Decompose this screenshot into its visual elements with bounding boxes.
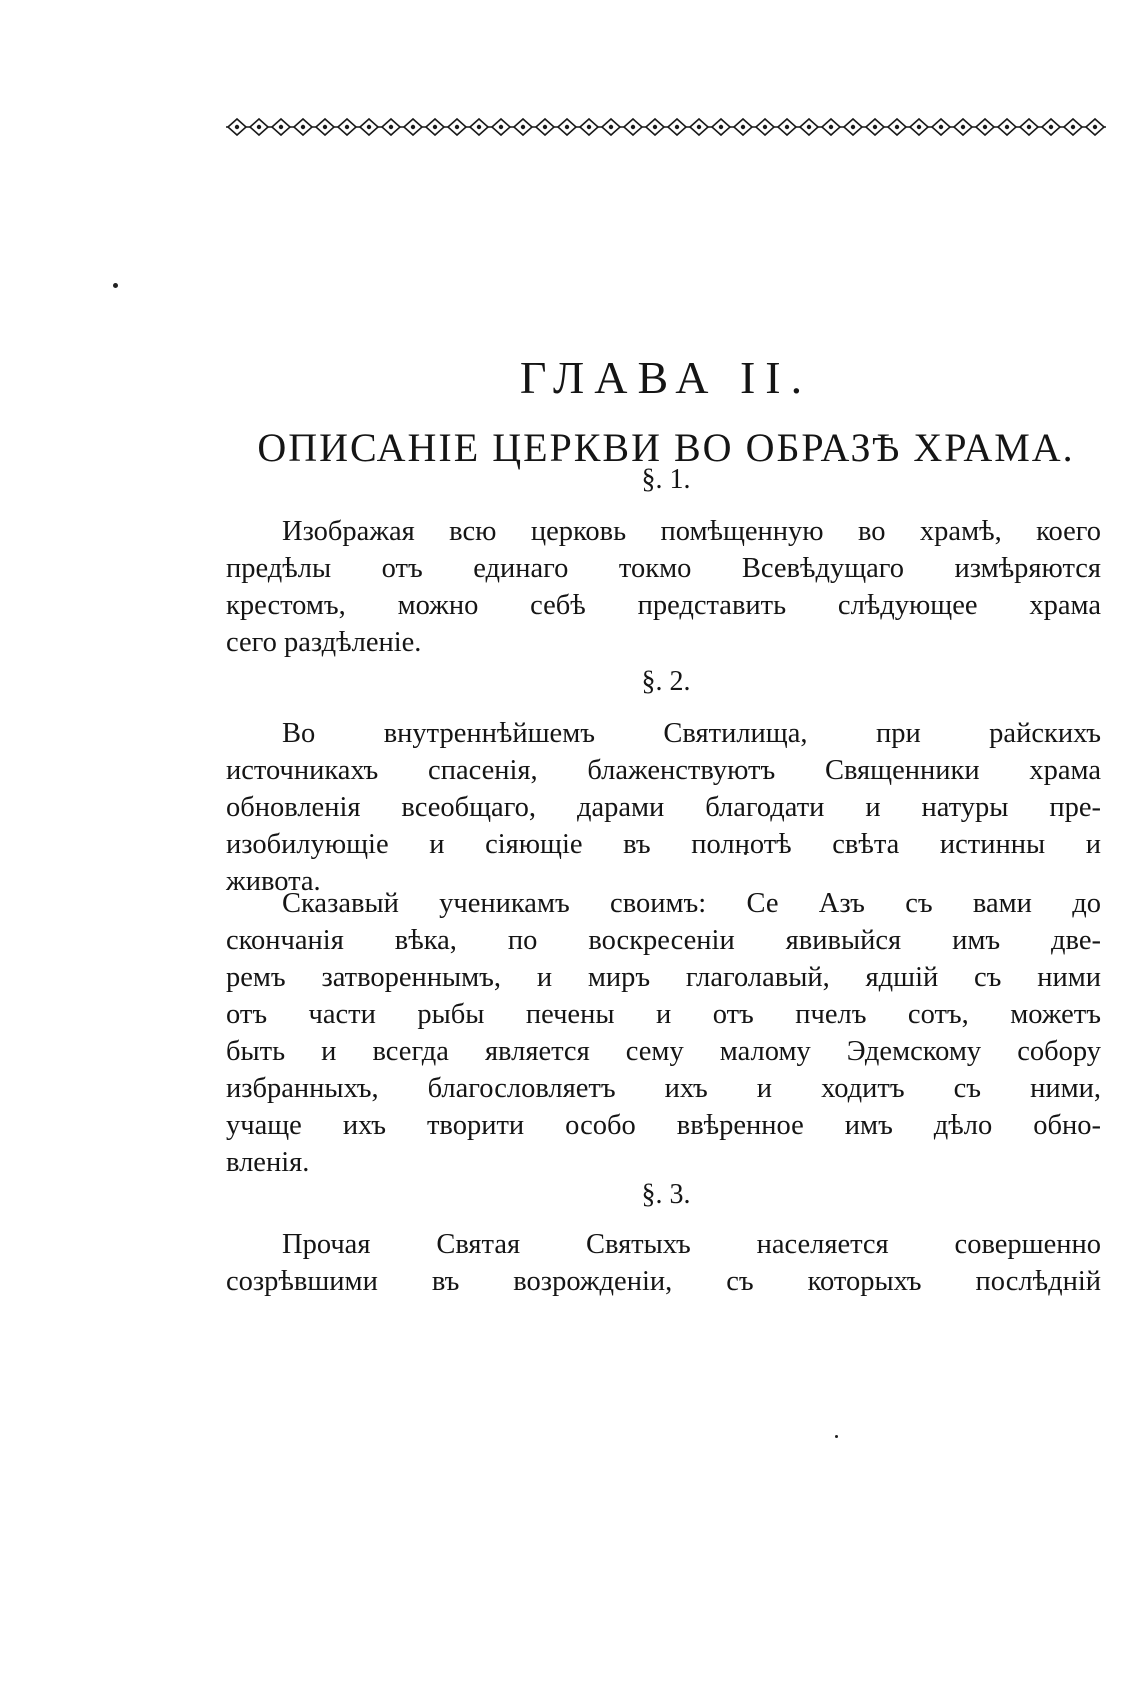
ornament-dot (323, 125, 327, 129)
ornamental-border (226, 116, 1106, 138)
text-line: отъ части рыбы печены и отъ пчелъ сотъ, можетъ (226, 999, 1101, 1030)
ornament-dot (235, 125, 239, 129)
ornament-dot (741, 125, 745, 129)
ornament-dot (895, 125, 899, 129)
text-line: живота. (226, 866, 321, 897)
ornament-dot (367, 125, 371, 129)
text-line: Изображая всю церковь помѣщенную во храмѣ, коего (282, 516, 1101, 547)
ornament-dot (345, 125, 349, 129)
ornament-dot (301, 125, 305, 129)
print-speck (835, 1435, 838, 1438)
ornament-dot (477, 125, 481, 129)
ornament-dot (653, 125, 657, 129)
ornament-dot (785, 125, 789, 129)
ornament-dot (433, 125, 437, 129)
section-mark: §. 3. (641, 1179, 691, 1210)
ornament-dot (917, 125, 921, 129)
ornament-dot (499, 125, 503, 129)
paragraph (226, 1226, 1101, 1300)
text-line: сего раздѣленіе. (226, 627, 422, 658)
ornament-dot (609, 125, 613, 129)
ornament-dot (719, 125, 723, 129)
ornament-dot (411, 125, 415, 129)
ornament-pattern (226, 116, 1106, 138)
text-line: предѣлы отъ единаго токмо Всевѣдущаго измѣряются (226, 553, 1101, 584)
ornament-dot (279, 125, 283, 129)
ornament-dot (1027, 125, 1031, 129)
text-line: Сказавый ученикамъ своимъ: Се Азъ съ вами до (282, 888, 1101, 919)
ornament-dot (1071, 125, 1075, 129)
text-line: избранныхъ, благословляетъ ихъ и ходитъ съ ними, (226, 1073, 1101, 1104)
ornament-dot (807, 125, 811, 129)
ornament-dot (961, 125, 965, 129)
ornament-dot (631, 125, 635, 129)
section-mark: §. 2. (641, 666, 691, 697)
ornament-dot (1005, 125, 1009, 129)
text-line: вленія. (226, 1147, 310, 1178)
ornament-dot (543, 125, 547, 129)
paragraph (226, 885, 1101, 1181)
ornament-dot (873, 125, 877, 129)
ornament-dot (389, 125, 393, 129)
chapter-subtitle: ОПИСАНІЕ ЦЕРКВИ ВО ОБРАЗѢ ХРАМА. (257, 425, 1075, 470)
text-line: крестомъ, можно себѣ представить слѣдующее храма (226, 590, 1101, 621)
text-line: обновленія всеобщаго, дарами благодати и натуры пре- (226, 792, 1101, 823)
ornament-dot (939, 125, 943, 129)
ornament-dot (675, 125, 679, 129)
chapter-title: ГЛАВА II. (519, 352, 813, 403)
paragraph (226, 715, 1101, 900)
ornament-dot (565, 125, 569, 129)
text-line: изобилующіе и сіяющіе въ полнотѣ свѣта истинны и (226, 829, 1101, 860)
ornament-dot (697, 125, 701, 129)
text-line: ремъ затвореннымъ, и миръ глаголавый, ядшій съ ними (226, 962, 1101, 993)
ornament-dot (521, 125, 525, 129)
ornament-dot (257, 125, 261, 129)
ornament-dot (851, 125, 855, 129)
text-line: созрѣвшими въ возрожденіи, съ которыхъ послѣдній (226, 1266, 1101, 1297)
text-line: Во внутреннѣйшемъ Святилища, при райскихъ (282, 718, 1101, 749)
ornament-dot (763, 125, 767, 129)
text-line: Прочая Святая Святыхъ населяется совершенно (282, 1229, 1101, 1260)
text-line: учаще ихъ творити особо ввѣренное имъ дѣло обно- (226, 1110, 1101, 1141)
section-mark: §. 1. (641, 464, 691, 495)
text-line: скончанія вѣка, по воскресеніи явивыйся имъ две- (226, 925, 1101, 956)
ornament-dot (587, 125, 591, 129)
ornament-dot (983, 125, 987, 129)
text-line: быть и всегда является сему малому Эдемскому собору (226, 1036, 1101, 1067)
print-speck (113, 283, 118, 288)
ornament-dot (1093, 125, 1097, 129)
ornament-dot (1049, 125, 1053, 129)
ornament-dot (829, 125, 833, 129)
ornament-dot (455, 125, 459, 129)
paragraph (226, 513, 1101, 661)
text-line: источникахъ спасенія, блаженствуютъ Священники храма (226, 755, 1101, 786)
